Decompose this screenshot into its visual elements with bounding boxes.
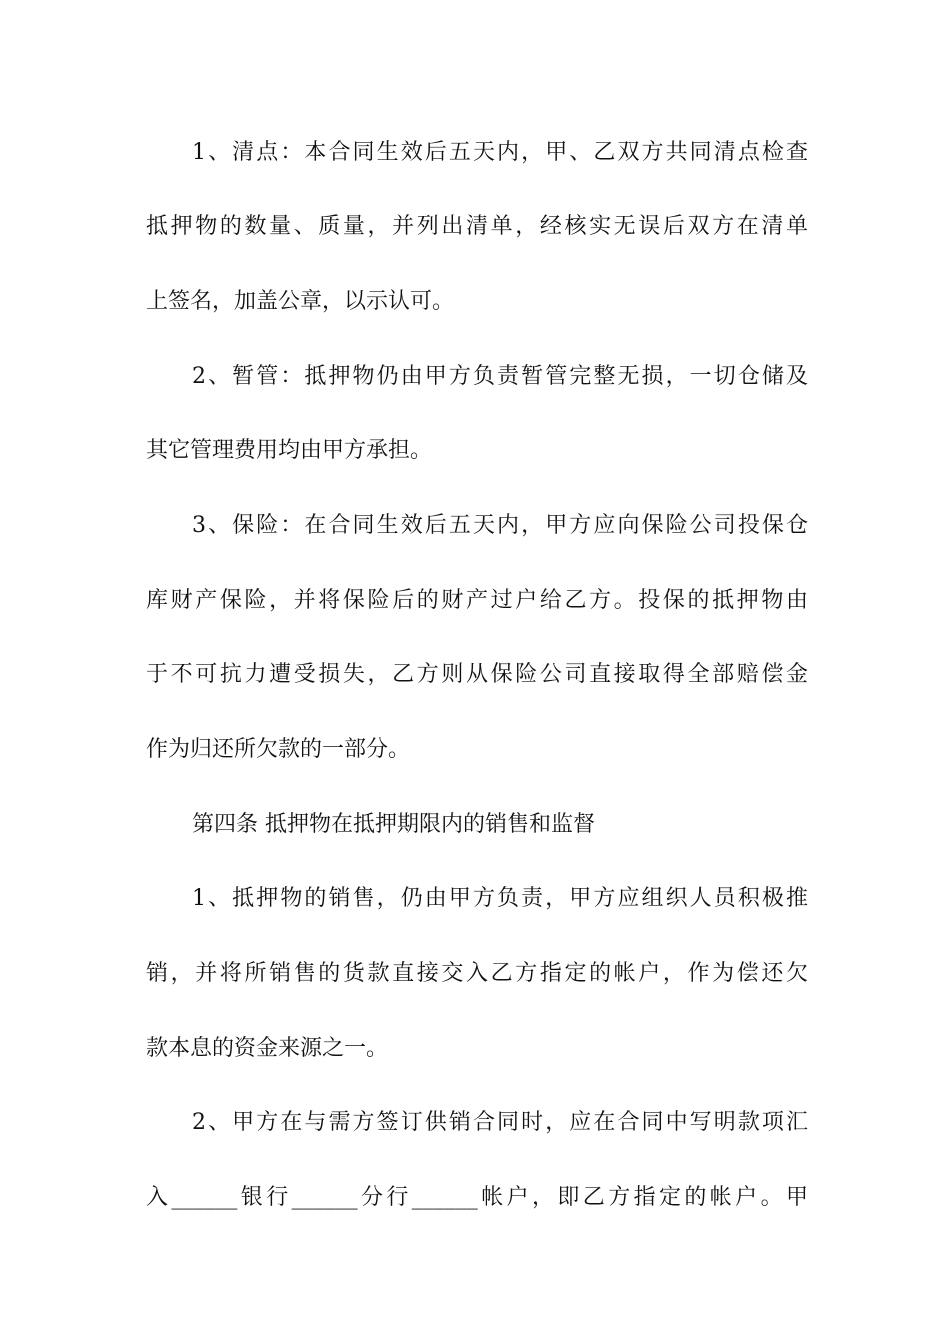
paragraph-line: 3、保险：在合同生效后五天内，甲方应向保险公司投保仓 — [192, 513, 808, 538]
paragraph-line: 上签名，加盖公章，以示认可。 — [146, 289, 455, 314]
paragraph-line: 2、甲方在与需方签订供销合同时，应在合同中写明款项汇 — [192, 1110, 808, 1135]
paragraph-line: 1、抵押物的销售，仍由甲方负责，甲方应组织人员积极推 — [192, 886, 808, 911]
paragraph-line: 1、清点：本合同生效后五天内，甲、乙双方共同清点检查 — [192, 140, 808, 165]
paragraph-line: 库财产保险，并将保险后的财产过户给乙方。投保的抵押物由 — [146, 588, 808, 613]
paragraph-line: 销，并将所销售的货款直接交入乙方指定的帐户，作为偿还欠 — [146, 961, 808, 986]
paragraph-line: 款本息的资金来源之一。 — [146, 1036, 389, 1061]
paragraph-line: 其它管理费用均由甲方承担。 — [146, 438, 433, 463]
paragraph-line: 作为归还所欠款的一部分。 — [146, 737, 411, 762]
section-heading: 第四条 抵押物在抵押期限内的销售和监督 — [192, 812, 595, 837]
paragraph-line: 抵押物的数量、质量，并列出清单，经核实无误后双方在清单 — [146, 214, 808, 239]
paragraph-line: 入______银行______分行______帐户，即乙方指定的帐户。甲 — [146, 1185, 808, 1210]
paragraph-line: 于不可抗力遭受损失，乙方则从保险公司直接取得全部赔偿金 — [146, 662, 808, 687]
paragraph-line: 2、暂管：抵押物仍由甲方负责暂管完整无损，一切仓储及 — [192, 364, 808, 389]
